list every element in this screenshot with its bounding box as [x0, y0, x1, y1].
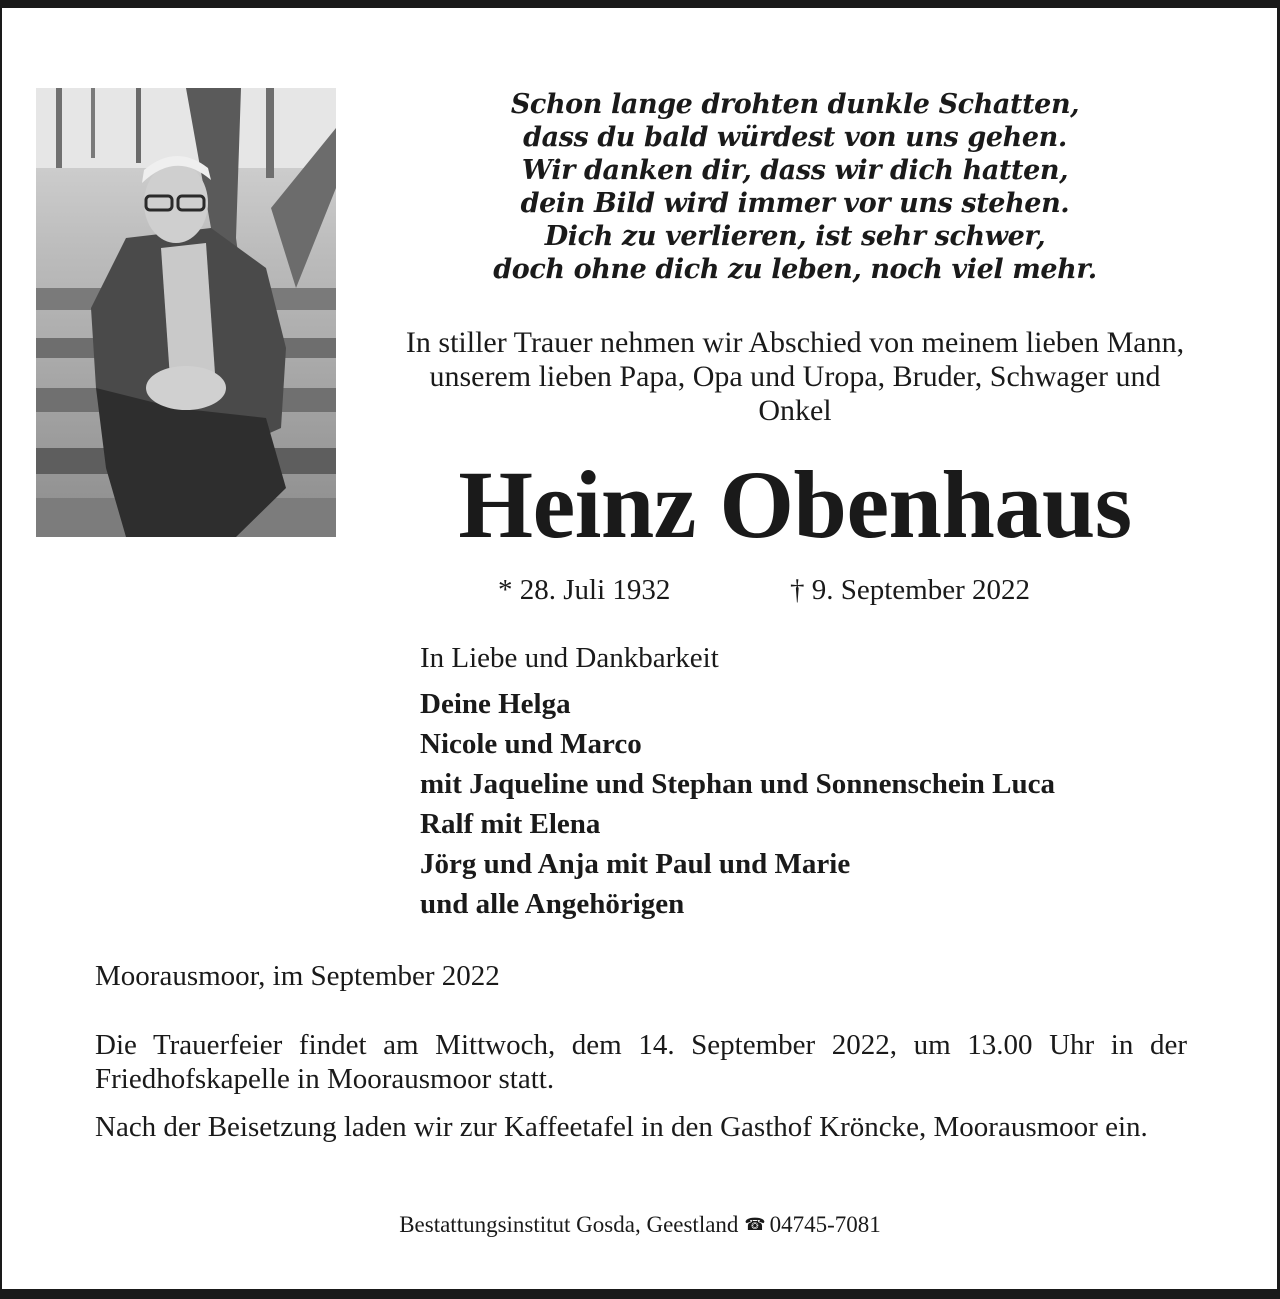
portrait-photo	[36, 88, 336, 537]
poem-line: dass du bald würdest von uns gehen.	[523, 122, 1067, 153]
telephone-icon: ☎	[744, 1215, 766, 1234]
undertaker-phone: 04745-7081	[769, 1212, 881, 1237]
mourners-list	[420, 684, 1055, 924]
mourner-line: Deine Helga	[420, 688, 571, 720]
place-and-date: Moorausmoor, im September 2022	[95, 960, 500, 992]
death-date: † 9. September 2022	[790, 574, 1031, 606]
deceased-name: Heinz Obenhaus	[458, 451, 1132, 558]
funeral-service-info: Die Trauerfeier findet am Mittwoch, dem 14. September 2022, um 13.00 Uhr in der Friedhofskapelle in Moorausmoor statt.	[95, 1029, 1187, 1095]
poem-line: dein Bild wird immer vor uns stehen.	[520, 188, 1070, 219]
mourner-line: und alle Angehörigen	[420, 888, 685, 920]
mourner-line: Jörg und Anja mit Paul und Marie	[420, 848, 851, 880]
gratitude-line: In Liebe und Dankbarkeit	[420, 642, 719, 674]
undertaker-footer	[0, 1210, 1280, 1240]
reception-info: Nach der Beisetzung laden wir zur Kaffeetafel in den Gasthof Kröncke, Moorausmoor ein.	[95, 1111, 1148, 1143]
poem	[390, 88, 1200, 286]
mourner-line: Ralf mit Elena	[420, 808, 601, 840]
poem-line: Schon lange drohten dunkle Schatten,	[510, 89, 1080, 120]
mourning-intro: In stiller Trauer nehmen wir Abschied von meinem lieben Mann, unserem lieben Papa, Opa und Uropa, Bruder, Schwager und Onkel	[405, 326, 1185, 427]
poem-line: doch ohne dich zu leben, noch viel mehr.	[493, 254, 1097, 285]
birth-date: * 28. Juli 1932	[498, 574, 671, 606]
poem-line: Wir danken dir, dass wir dich hatten,	[521, 155, 1069, 186]
mourner-line: Nicole und Marco	[420, 728, 642, 760]
undertaker-name: Bestattungsinstitut Gosda, Geestland	[399, 1212, 739, 1237]
mourner-line: mit Jaqueline und Stephan und Sonnenschein Luca	[420, 768, 1055, 800]
poem-line: Dich zu verlieren, ist sehr schwer,	[544, 221, 1046, 252]
